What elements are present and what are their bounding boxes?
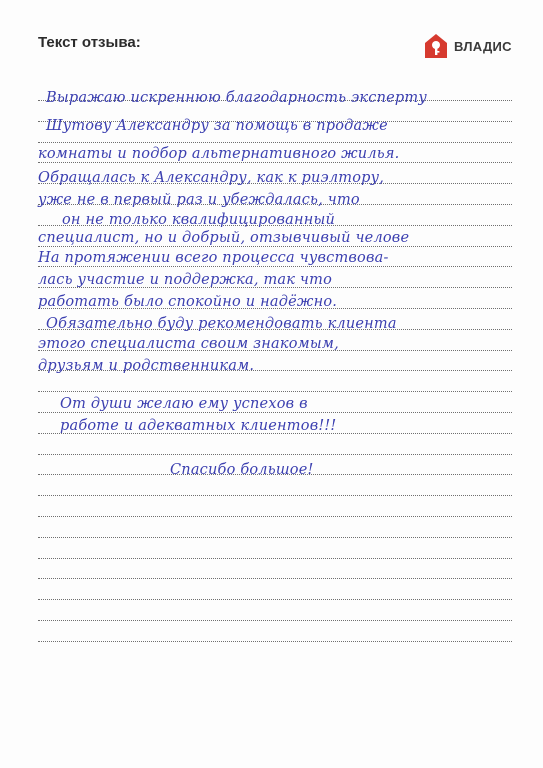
letter-line: На протяжении всего процесса чувствова- xyxy=(38,250,389,266)
letter-line: Спасибо большое! xyxy=(170,462,314,478)
letter-line: он не только квалифицированный xyxy=(62,212,336,228)
letter-line: Обязательно буду рекомендовать клиента xyxy=(46,316,397,332)
letter-line: Обращалась к Александру, как к риэлтору, xyxy=(38,170,385,186)
brand-logo xyxy=(424,33,512,59)
letter-line: От души желаю ему успехов в xyxy=(60,396,308,412)
ruled-line xyxy=(38,142,512,143)
ruled-line xyxy=(38,599,512,600)
letter-line: комнаты и подбор альтернативного жилья. xyxy=(38,146,400,162)
letter-line: лась участие и поддержка, так что xyxy=(38,272,333,288)
ruled-line xyxy=(38,641,512,642)
ruled-line xyxy=(38,162,512,163)
ruled-line xyxy=(38,266,512,267)
letter-line: этого специалиста своим знакомым, xyxy=(38,336,339,352)
letter-line: Шутову Александру за помощь в продаже xyxy=(46,118,388,134)
ruled-line xyxy=(38,620,512,621)
letter-line: работе и адекватных клиентов!!! xyxy=(60,418,337,434)
ruled-line xyxy=(38,516,512,517)
ruled-line xyxy=(38,495,512,496)
house-key-icon xyxy=(424,33,448,59)
ruled-line xyxy=(38,454,512,455)
ruled-line xyxy=(38,391,512,392)
brand-name: ВЛАДИС xyxy=(454,38,512,54)
letter-line: друзьям и родственникам. xyxy=(38,358,255,374)
letter-line: специалист, но и добрый, отзывчивый челове xyxy=(38,230,410,246)
ruled-line xyxy=(38,558,512,559)
letter-line: работать было спокойно и надёжно. xyxy=(38,294,338,310)
page-title: Текст отзыва: xyxy=(38,34,141,51)
ruled-line xyxy=(38,537,512,538)
letter-line: Выражаю искреннюю благодарность эксперту xyxy=(46,90,427,106)
ruled-line xyxy=(38,412,512,413)
ruled-line xyxy=(38,578,512,579)
letter-line: уже не в первый раз и убеждалась, что xyxy=(38,192,360,208)
